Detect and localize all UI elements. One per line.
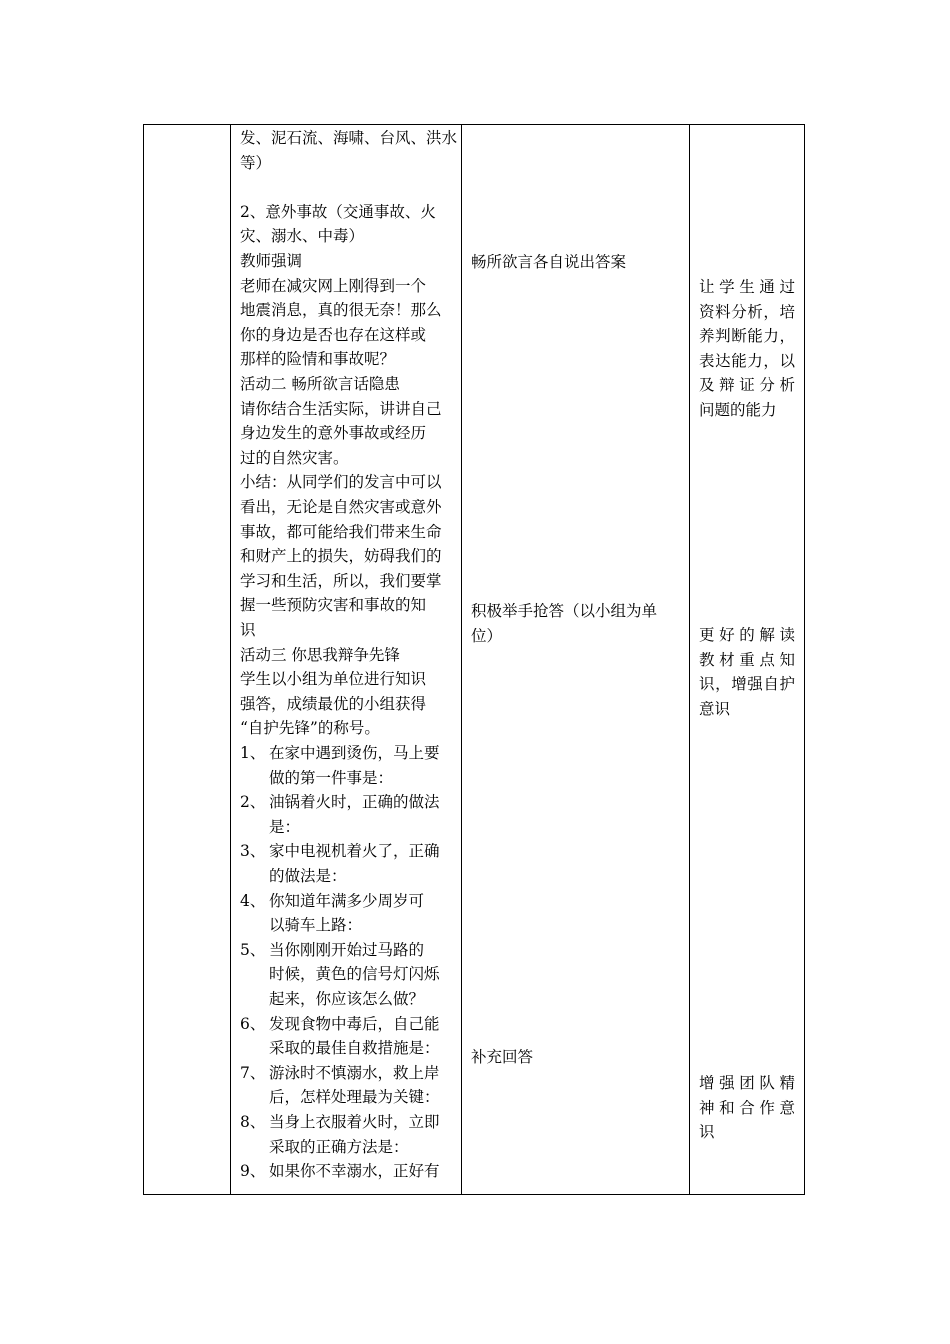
content-line: 活动三 你思我辩争先锋 [240,645,400,664]
content-line: 身边发生的意外事故或经历 [240,424,427,443]
content-line: 等） [240,153,272,172]
design-intent-line: 识，增强自护 [699,675,795,694]
list-item-line: 你知道年满多少周岁可 [269,891,425,910]
student-activity-line: 积极举手抢答（以小组为单 [471,602,658,620]
content-line: 事故，都可能给我们带来生命 [240,522,442,541]
design-intent-line: 更好的解读 [699,626,795,644]
design-intent-line: 表达能力，以 [699,351,795,370]
design-intent-line: 及辩证分析 [699,376,795,395]
list-item-line: 的做法是： [269,867,347,885]
student-activity-line: 畅所欲言各自说出答案 [471,253,627,271]
student-activity-line: 位） [471,626,503,645]
list-item-line: 起来，你应该怎么做？ [269,990,425,1008]
list-number: 8、 [240,1113,266,1131]
list-item-line: 在家中遇到烫伤，马上要 [269,744,440,762]
list-item-line: 游泳时不慎溺水，救上岸 [269,1063,440,1082]
design-intent-line: 让学生通过 [699,278,795,296]
content-line: 你的身边是否也存在这样或 [240,325,427,344]
list-item-line: 发现食物中毒后，自己能 [269,1014,440,1033]
list-item-line: 当身上衣服着火时，立即 [269,1113,440,1131]
lesson-plan-table [143,124,805,1195]
list-item-line: 采取的正确方法是： [269,1137,409,1156]
content-line: “自护先锋”的称号。 [240,719,380,738]
list-number: 4、 [240,891,266,910]
content-line: 看出，无论是自然灾害或意外 [240,498,442,516]
content-line: 小结：从同学们的发言中可以 [240,473,442,492]
list-number: 6、 [240,1014,266,1033]
content-line: 学生以小组为单位进行知识 [240,670,427,689]
content-line: 地震消息，真的很无奈！那么 [240,301,442,320]
design-intent-line: 资料分析，培 [699,302,795,321]
list-item-line: 油锅着火时，正确的做法 [269,793,440,812]
design-intent-line: 神和合作意 [699,1098,795,1117]
content-line: 识 [240,621,256,639]
student-activity-line: 补充回答 [471,1048,534,1066]
teacher-activity-cell [230,125,461,1194]
list-item-line: 以骑车上路： [269,916,363,935]
design-intent-line: 意识 [699,699,731,718]
design-intent-line: 问题的能力 [699,401,777,419]
design-intent-line: 识 [699,1123,715,1142]
design-intent-cell [689,125,805,1194]
list-number: 9、 [240,1162,266,1181]
list-number: 7、 [240,1063,266,1082]
list-item-line: 时候，黄色的信号灯闪烁 [269,965,440,984]
content-line: 过的自然灾害。 [240,448,349,467]
list-item-line: 做的第一件事是： [269,768,394,787]
list-item-line: 后，怎样处理最为关键： [269,1088,440,1107]
content-line: 那样的险情和事故呢？ [240,350,396,369]
content-line: 强答，成绩最优的小组获得 [240,694,427,713]
list-item-line: 如果你不幸溺水，正好有 [269,1162,440,1181]
design-intent-line: 教材重点知 [699,650,795,669]
list-item-line: 采取的最佳自救措施是： [269,1039,440,1058]
design-intent-line: 增强团队精 [699,1074,795,1092]
content-line: 发、泥石流、海啸、台风、洪水 [240,129,458,147]
list-number: 2、 [240,793,266,812]
blank-column-cell [144,125,230,1194]
content-line: 2、意外事故（交通事故、火 [240,202,436,221]
content-line: 活动二 畅所欲言话隐患 [240,375,400,393]
list-item-line: 当你刚刚开始过马路的 [269,940,425,959]
content-line: 老师在减灾网上刚得到一个 [240,276,427,295]
content-line: 教师强调 [240,252,303,270]
content-line: 学习和生活，所以，我们要掌 [240,571,442,590]
content-line: 握一些预防灾害和事故的知 [240,596,427,615]
student-activity-cell [461,125,689,1194]
list-number: 5、 [240,940,266,959]
design-intent-line: 养判断能力， [699,327,795,346]
list-number: 1、 [240,744,266,762]
content-line: 和财产上的损失，妨碍我们的 [240,547,442,566]
content-line: 灾、溺水、中毒） [240,227,365,246]
list-item-line: 是： [269,817,301,836]
list-number: 3、 [240,842,266,861]
list-item-line: 家中电视机着火了，正确 [269,842,440,861]
content-line: 请你结合生活实际，讲讲自己 [240,399,442,418]
